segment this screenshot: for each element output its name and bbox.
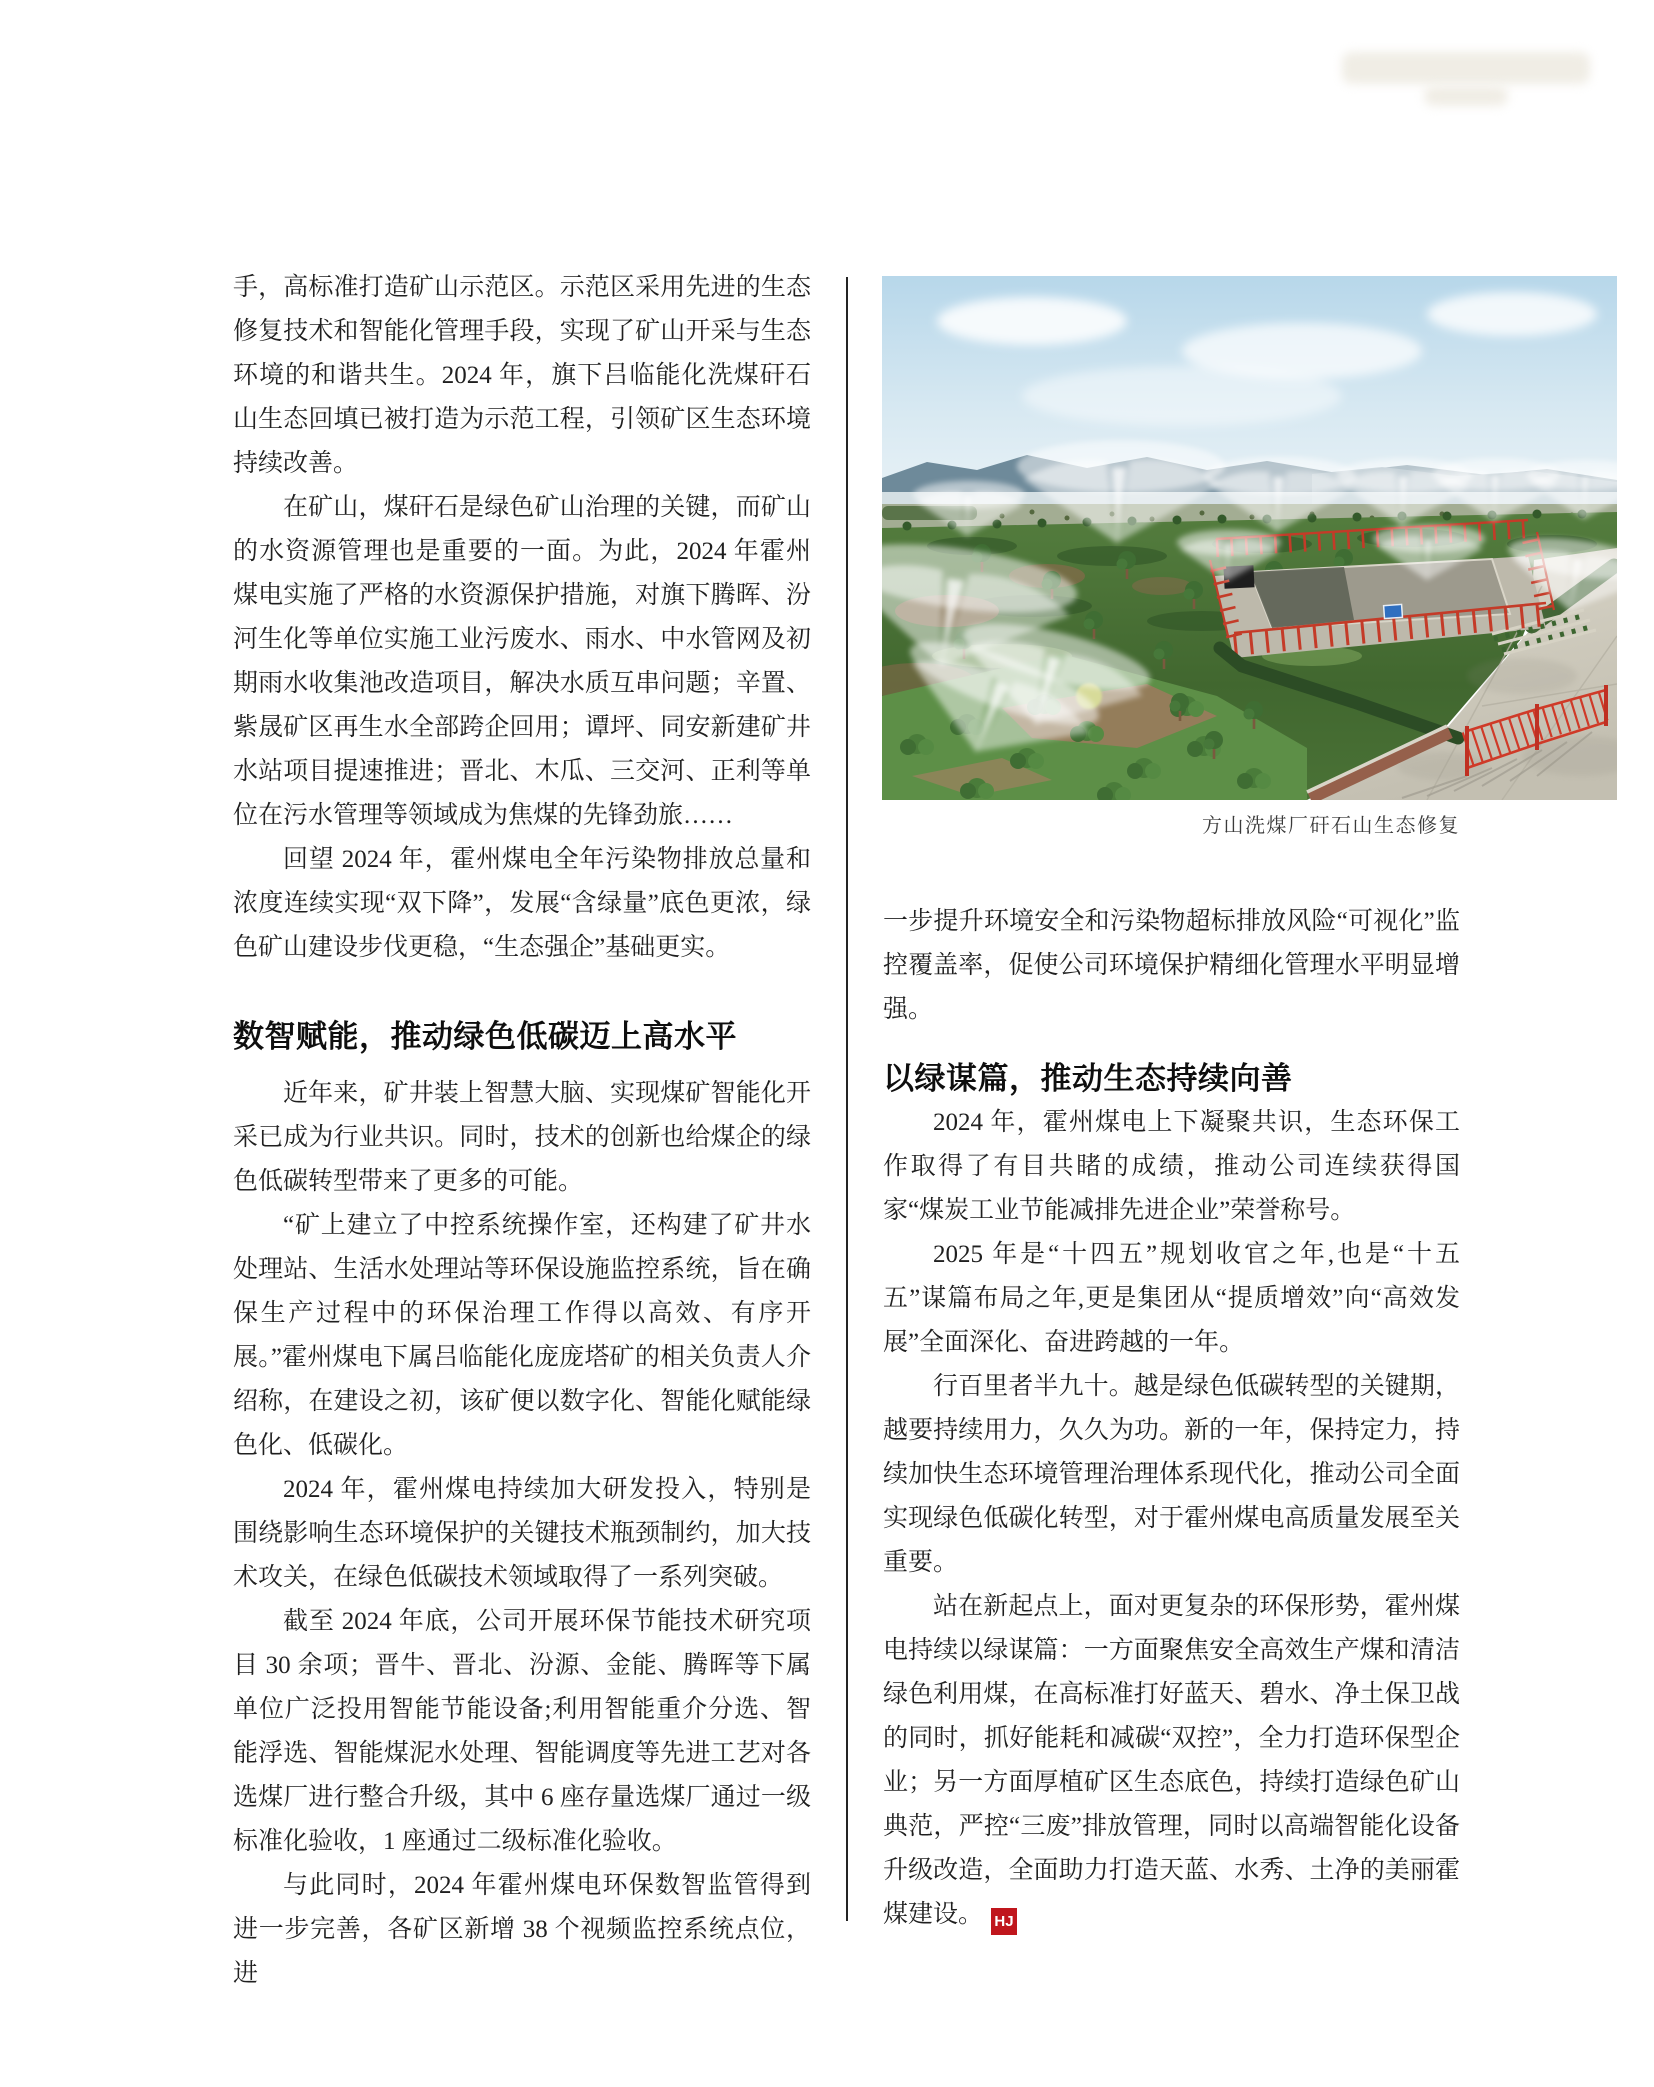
body-paragraph: 2024 年，霍州煤电持续加大研发投入，特别是围绕影响生态环境保护的关键技术瓶颈制约，加大技术攻关，在绿色低碳技术领域取得了一系列突破。 [233,1476,811,1591]
scan-ghost-mark [1342,52,1590,84]
closing-paragraph-text: 站在新起点上，面对更复杂的环保形势，霍州煤电持续以绿谋篇：一方面聚焦安全高效生产煤和清洁绿色利用煤，在高标准打好蓝天、碧水、净土保卫战的同时，抓好能耗和减碳“双控”，全力打造环保型企业；另一方面厚植矿区生态底色，持续打造绿色矿山典范，严控“三废”排放管理，同时以高端智能化设备升级改造，全面助力打造天蓝、水秀、土净的美丽霍煤建设。 [883,1593,1460,1928]
body-paragraph: 截至 2024 年底，公司开展环保节能技术研究项目 30 余项；晋牛、晋北、汾源、金能、腾晖等下属单位广泛投用智能节能设备;利用智能重介分选、智能浮选、智能煤泥水处理、智能调度等先进工艺对各选煤厂进行整合升级，其中 6 座存量选煤厂通过一级标准化验收，1 座通过二级标准化验收。 [233,1608,811,1855]
body-paragraph: 在矿山，煤矸石是绿色矿山治理的关键，而矿山的水资源管理也是重要的一面。为此，2024 年霍州煤电实施了严格的水资源保护措施，对旗下腾晖、汾河生化等单位实施工业污废水、雨水、中水管网及初期雨水收集池改造项目，解决水质互串问题；辛置、紫晟矿区再生水全部跨企回用；谭坪、同安新建矿井水站项目提速推进；晋北、木瓜、三交河、正利等单位在污水管理等领域成为焦煤的先锋劲旅…… [233,494,811,829]
scan-ghost-mark [1424,86,1508,106]
body-paragraph: 近年来，矿井装上智慧大脑、实现煤矿智能化开采已成为行业共识。同时，技术的创新也给煤企的绿色低碳转型带来了更多的可能。 [233,1080,811,1195]
body-paragraph: 2024 年，霍州煤电上下凝聚共识，生态环保工作取得了有目共睹的成绩，推动公司连续获得国家“煤炭工业节能减排先进企业”荣誉称号。 [883,1109,1460,1224]
article-end-mark: HJ [991,1908,1017,1935]
photo-caption: 方山洗煤厂矸石山生态修复 [1202,815,1460,837]
column-divider-rule [846,277,848,1921]
section-heading-digital-intelligence: 数智赋能，推动绿色低碳迈上高水平 [233,1019,737,1054]
body-paragraph: 回望 2024 年，霍州煤电全年污染物排放总量和浓度连续实现“双下降”，发展“含绿量”底色更浓，绿色矿山建设步伐更稳，“生态强企”基础更实。 [233,846,811,961]
closing-paragraph [883,1585,1460,1937]
section-heading-green-planning: 以绿谋篇，推动生态持续向善 [883,1061,1293,1096]
ecological-restoration-photo [882,276,1617,800]
right-text-column [883,900,1460,1937]
pool-sign [1384,604,1403,618]
left-text-column [233,266,811,1996]
photo-illustration [882,276,1617,800]
body-paragraph: 与此同时，2024 年霍州煤电环保数智监管得到进一步完善，各矿区新增 38 个视频监控系统点位，进 [233,1872,811,1987]
body-paragraph: 2025 年是“十四五”规划收官之年,也是“十五五”谋篇布局之年,更是集团从“提质增效”向“高效发展”全面深化、奋进跨越的一年。 [883,1241,1460,1356]
body-paragraph: “矿上建立了中控系统操作室，还构建了矿井水处理站、生活水处理站等环保设施监控系统，旨在确保生产过程中的环保治理工作得以高效、有序开展。”霍州煤电下属吕临能化庞庞塔矿的相关负责人介绍称，在建设之初，该矿便以数字化、智能化赋能绿色化、低碳化。 [233,1212,811,1459]
body-paragraph: 手，高标准打造矿山示范区。示范区采用先进的生态修复技术和智能化管理手段，实现了矿山开采与生态环境的和谐共生。2024 年，旗下吕临能化洗煤矸石山生态回填已被打造为示范工程，引领矿区生态环境持续改善。 [233,274,811,477]
body-paragraph: 行百里者半九十。越是绿色低碳转型的关键期，越要持续用力，久久为功。新的一年，保持定力，持续加快生态环境管理治理体系现代化，推动公司全面实现绿色低碳化转型，对于霍州煤电高质量发展至关重要。 [883,1373,1460,1576]
body-paragraph: 一步提升环境安全和污染物超标排放风险“可视化”监控覆盖率，促使公司环境保护精细化管理水平明显增强。 [883,908,1460,1023]
